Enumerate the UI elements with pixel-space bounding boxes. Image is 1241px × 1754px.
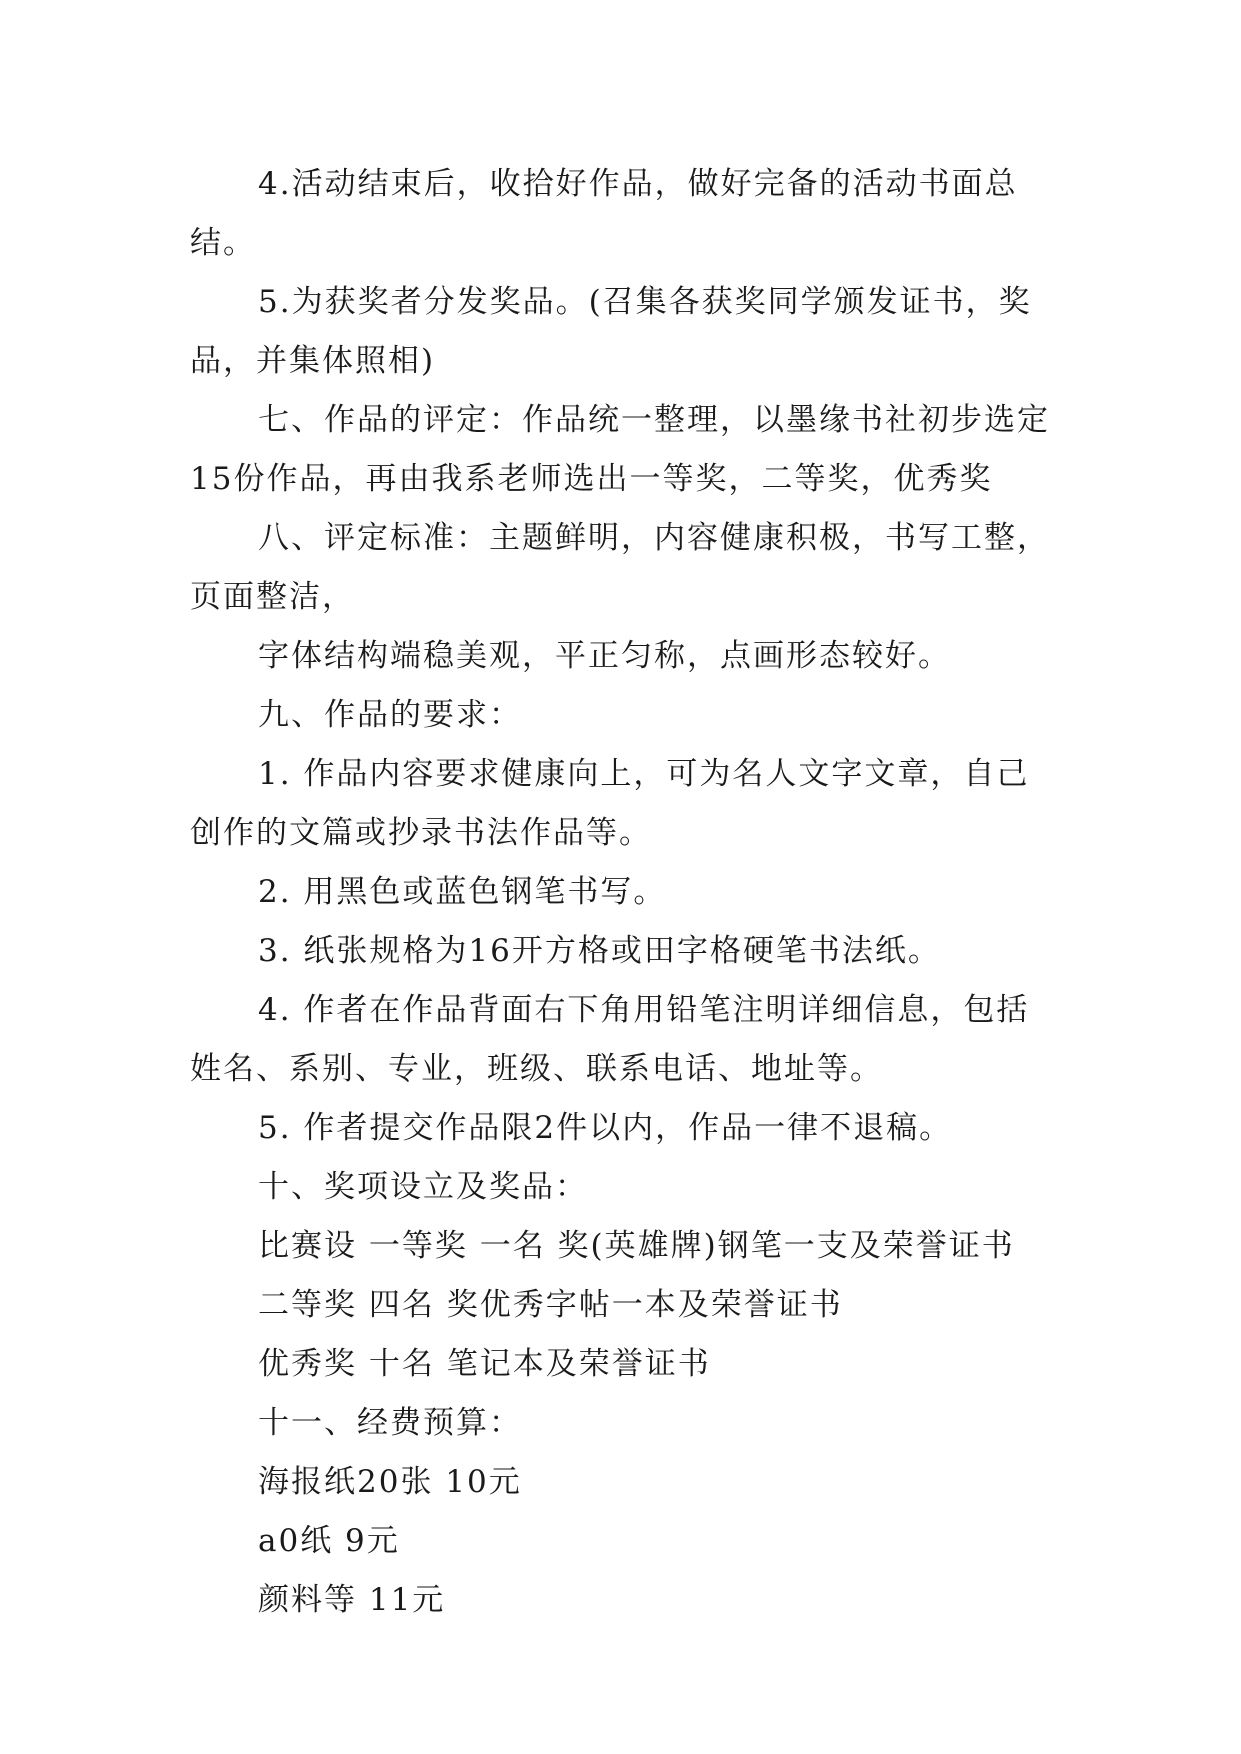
requirement-item-1: 1. 作品内容要求健康向上，可为名人文字文章，自己创作的文篇或抄录书法作品等。 [190,756,1030,851]
requirement-item-2: 2. 用黑色或蓝色钢笔书写。 [258,874,667,910]
requirement-item-3: 3. 纸张规格为16开方格或田字格硬笔书法纸。 [258,933,941,969]
requirement-item-5: 5. 作者提交作品限2件以内，作品一律不退稿。 [258,1110,953,1146]
paragraph-criteria-continued: 字体结构端稳美观，平正匀称，点画形态较好。 [258,638,951,674]
heading-requirements: 九、作品的要求： [258,697,522,733]
budget-item-paint: 颜料等 11元 [258,1582,446,1618]
award-first-prize: 比赛设 一等奖 一名 奖(英雄牌)钢笔一支及荣誉证书 [258,1228,1015,1264]
requirement-item-4: 4. 作者在作品背面右下角用铅笔注明详细信息，包括姓名、系别、专业，班级、联系电话、地址等。 [190,992,1030,1087]
paragraph-award-distribution: 5.为获奖者分发奖品。(召集各获奖同学颁发证书，奖品，并集体照相) [190,284,1032,379]
paragraph-activity-summary: 4.活动结束后，收拾好作品，做好完备的活动书面总结。 [190,166,1018,261]
paragraph-criteria: 八、评定标准：主题鲜明，内容健康积极，书写工整，页面整洁， [190,520,1050,615]
document-body [190,155,1060,1630]
heading-budget: 十一、经费预算： [258,1405,522,1441]
heading-awards: 十、奖项设立及奖品： [258,1169,588,1205]
award-excellence-prize: 优秀奖 十名 笔记本及荣誉证书 [258,1346,711,1382]
award-second-prize: 二等奖 四名 奖优秀字帖一本及荣誉证书 [258,1287,843,1323]
paragraph-evaluation: 七、作品的评定：作品统一整理，以墨缘书社初步选定15份作品，再由我系老师选出一等奖，二等奖，优秀奖 [190,402,1050,497]
budget-item-poster-paper: 海报纸20张 10元 [258,1464,522,1500]
budget-item-a0-paper: a0纸 9元 [258,1523,400,1559]
